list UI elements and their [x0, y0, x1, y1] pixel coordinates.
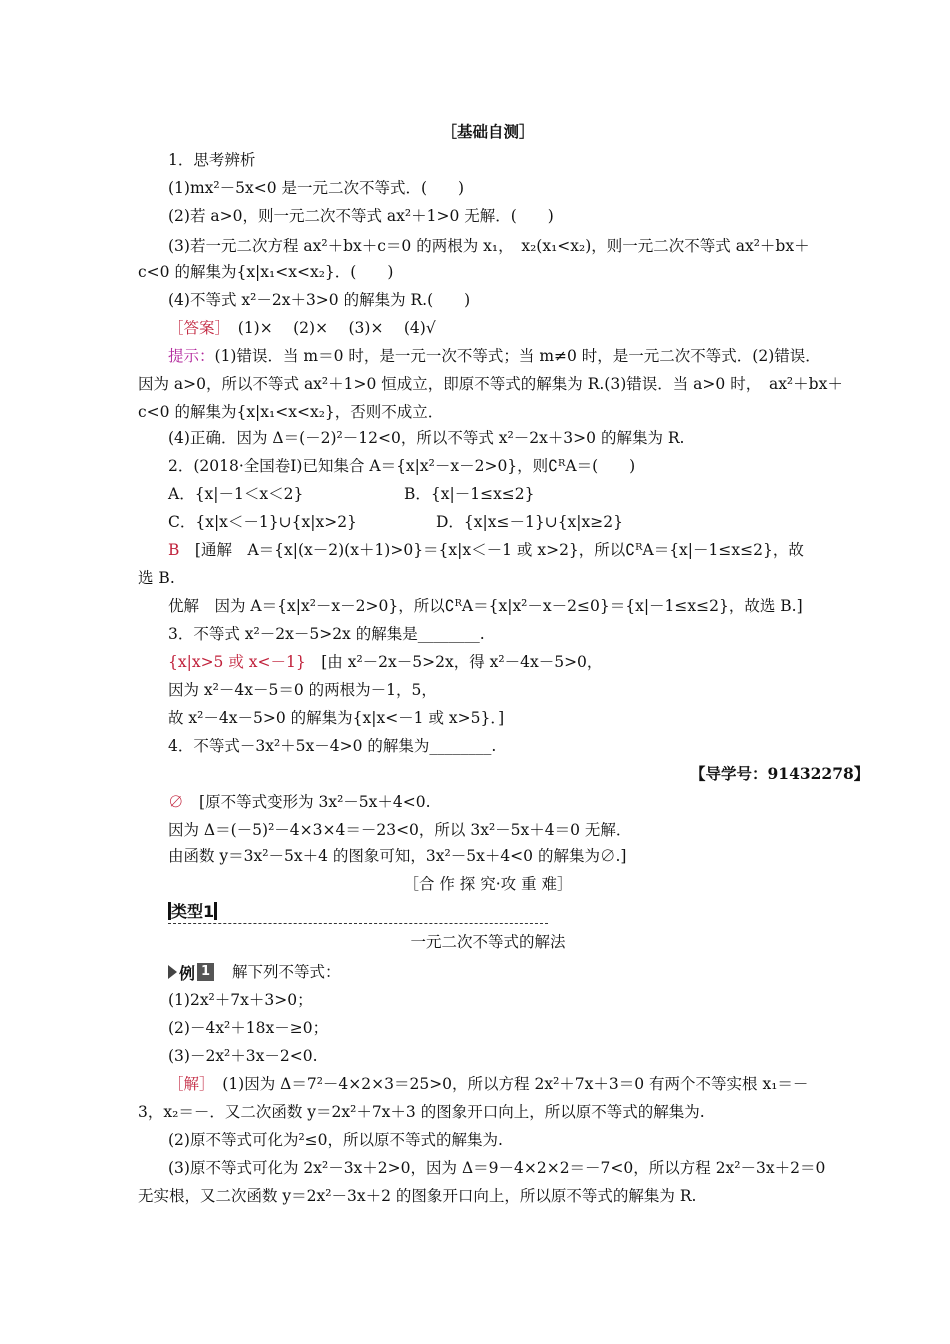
- question-3-solution-1: [168, 652, 602, 672]
- answer-tag: ［答案］: [168, 319, 223, 337]
- hint-line-1: [168, 346, 821, 366]
- hint-line-4: (4)正确．因为 Δ＝(－2)²－12<0，所以不等式 x²－2x＋3>0 的解集为 R.: [168, 429, 685, 447]
- solution-line-4: (3)原不等式可化为 2x²－3x＋2>0，因为 Δ＝9－4×2×2＝－7<0，所以方程 2x²－3x＋2＝0: [168, 1159, 826, 1177]
- type-label-text: 类型1: [171, 902, 215, 921]
- type-title: 一元二次不等式的解法: [410, 933, 566, 951]
- example-badge: [168, 962, 214, 982]
- question-4-answer-tag: ∅: [168, 793, 184, 811]
- type-bar-right: [214, 902, 217, 920]
- solution-tag: ［解］: [168, 1075, 207, 1093]
- hint-tag: 提示：: [168, 347, 215, 365]
- question-1-item-2: (2)若 a>0，则一元二次不等式 ax²＋1>0 无解．( ): [168, 207, 554, 225]
- question-3-answer-tag: {x|x>5 或 x<－1}: [168, 653, 306, 671]
- question-1-item-4: (4)不等式 x²－2x＋3>0 的解集为 R.( ): [168, 291, 471, 309]
- question-1-item-1: (1)mx²－5x<0 是一元二次不等式．( ): [168, 179, 465, 197]
- question-2-option-d: D．{x|x≤－1}∪{x|x≥2}: [436, 513, 623, 531]
- question-2-solution-3: 优解 因为 A＝{x|x²－x－2>0}，所以∁ᴿA＝{x|x²－x－2≤0}＝{x|－1≤x≤2}，故选 B.]: [168, 597, 803, 615]
- question-2-solution-1: [168, 540, 804, 560]
- example-item-3: (3)－2x²＋3x－2<0.: [168, 1047, 318, 1065]
- question-1-item-3-cont: c<0 的解集为{x|x₁<x<x₂}．( ): [138, 263, 394, 281]
- question-1-item-3: (3)若一元二次方程 ax²＋bx＋c＝0 的两根为 x₁， x₂(x₁<x₂)，则一元二次不等式 ax²＋bx＋: [168, 237, 810, 255]
- section-title-2: ［合 作 探 究·攻 重 难］: [403, 875, 573, 893]
- example-item-1: (1)2x²＋7x＋3>0；: [168, 991, 313, 1009]
- question-2-option-b: B．{x|－1≤x≤2}: [404, 485, 535, 503]
- triangle-icon: [168, 965, 177, 979]
- type-label: [168, 902, 217, 922]
- example-number: 1: [197, 963, 214, 981]
- question-2-solution-2: 选 B.: [138, 569, 175, 587]
- hint-line-3: c<0 的解集为{x|x₁<x<x₂}，否则不成立．: [138, 403, 444, 421]
- question-2-solution-text: [通解 A＝{x|(x－2)(x＋1)>0}＝{x|x＜－1 或 x>2}，所以∁ᴿA＝{x|－1≤x≤2}，故: [179, 541, 804, 559]
- question-3: 3．不等式 x²－2x－5>2x 的解集是________.: [168, 625, 485, 643]
- hint-text: (1)错误．当 m＝0 时，是一元一次不等式；当 m≠0 时，是一元二次不等式．(2)错误．: [214, 347, 821, 365]
- question-4-solution-text: [原不等式变形为 3x²－5x＋4<0.: [183, 793, 431, 811]
- solution-line-1: [168, 1074, 808, 1094]
- question-4-solution-3: 由函数 y＝3x²－5x＋4 的图象可知，3x²－5x＋4<0 的解集为∅.]: [168, 847, 627, 865]
- solution-line-5: 无实根，又二次函数 y＝2x²－3x＋2 的图象开口向上，所以原不等式的解集为 R.: [138, 1187, 697, 1205]
- example-item-2: (2)－4x²＋18x－≥0；: [168, 1019, 329, 1037]
- question-4-solution-1: [168, 792, 431, 812]
- answer-text: (1)× (2)× (3)× (4)√: [222, 319, 436, 337]
- hint-line-2: 因为 a>0，所以不等式 ax²＋1>0 恒成立，即原不等式的解集为 R.(3)错误．当 a>0 时， ax²＋bx＋: [138, 375, 843, 393]
- question-3-solution-3: 故 x²－4x－5>0 的解集为{x|x<－1 或 x>5}．]: [168, 709, 505, 727]
- question-1-heading: 1．思考辨析: [168, 151, 256, 169]
- question-2-answer-tag: B: [168, 541, 180, 559]
- question-3-solution-text: [由 x²－2x－5>2x，得 x²－4x－5>0，: [305, 653, 603, 671]
- example-text: 解下列不等式：: [232, 963, 341, 981]
- answer-line-1: [168, 318, 436, 338]
- section-title: ［基础自测］: [441, 122, 535, 141]
- question-4: 4．不等式－3x²＋5x－4>0 的解集为________.: [168, 737, 497, 755]
- solution-line-3: (2)原不等式可化为²≤0，所以原不等式的解集为.: [168, 1131, 503, 1149]
- question-2: 2．(2018·全国卷Ⅰ)已知集合 A＝{x|x²－x－2>0}，则∁ᴿA＝( ): [168, 457, 636, 475]
- question-2-option-c: C．{x|x＜－1}∪{x|x>2}: [168, 513, 357, 531]
- question-4-solution-2: 因为 Δ＝(－5)²－4×3×4＝－23<0，所以 3x²－5x＋4＝0 无解．: [168, 821, 632, 839]
- solution-text-1: (1)因为 Δ＝7²－4×2×3＝25>0，所以方程 2x²＋7x＋3＝0 有两个不等实根 x₁＝－: [206, 1075, 809, 1093]
- question-2-option-a: A．{x|－1＜x＜2}: [168, 485, 304, 503]
- guide-number: 【导学号：91432278】: [690, 764, 870, 783]
- example-label: 例: [179, 963, 196, 983]
- question-3-solution-2: 因为 x²－4x－5＝0 的两根为－1，5，: [168, 681, 437, 699]
- solution-line-2: 3，x₂＝－．又二次函数 y＝2x²＋7x＋3 的图象开口向上，所以原不等式的解集为.: [138, 1103, 705, 1121]
- type-divider: [168, 923, 548, 924]
